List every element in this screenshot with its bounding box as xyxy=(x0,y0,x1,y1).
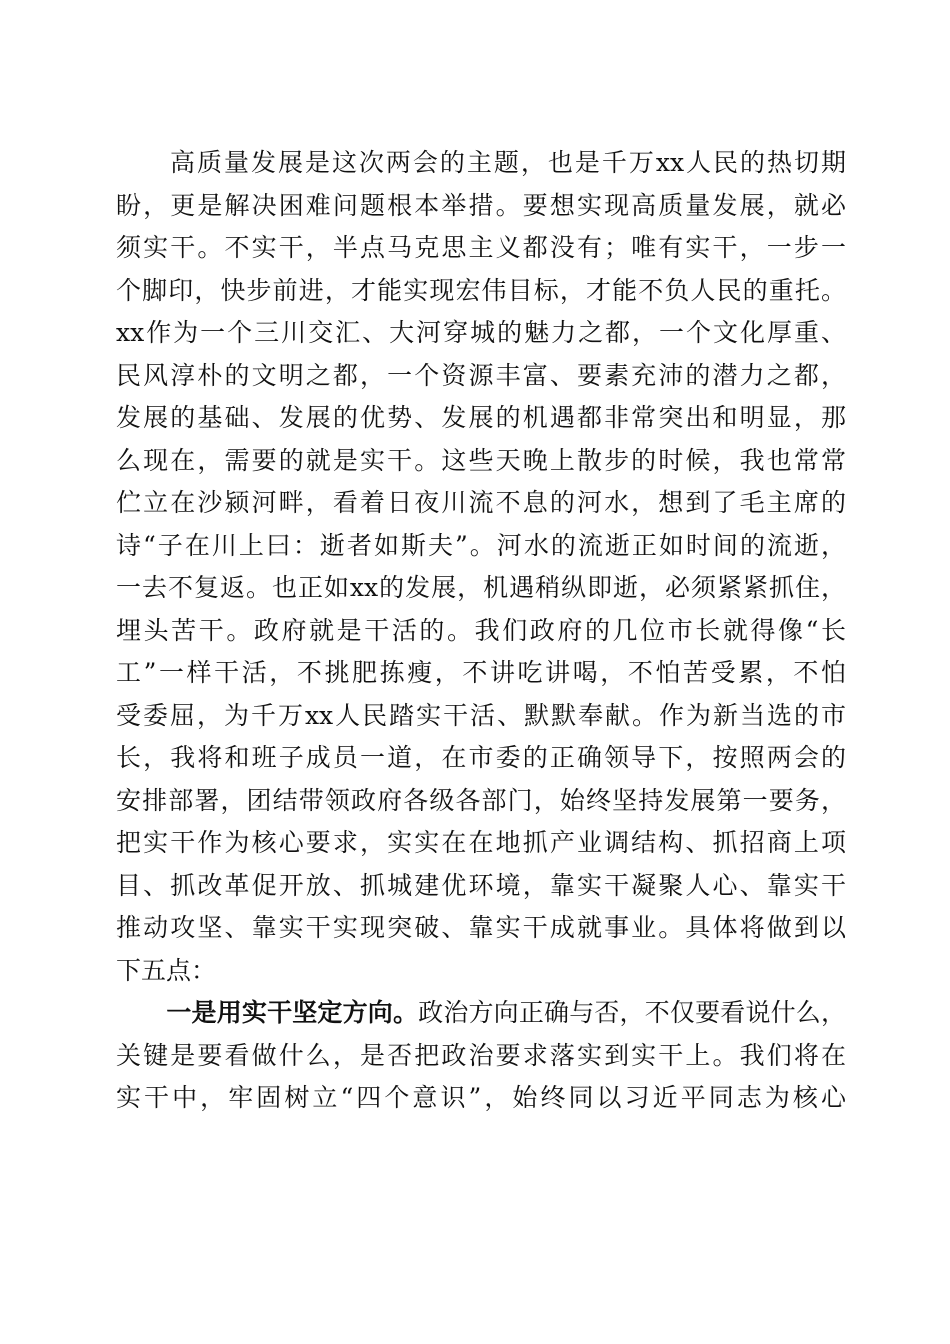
text-line: 民风淳朴的文明之都，一个资源丰富、要素充沛的潜力之都， xyxy=(116,360,846,390)
text-line: 盼，更是解决困难问题根本举措。要想实现高质量发展，就必 xyxy=(116,190,846,220)
text-line: 受委屈，为千万xx人民踏实干活、默默奉献。作为新当选的市 xyxy=(116,700,846,730)
text-line: 安排部署，团结带领政府各级各部门，始终坚持发展第一要务， xyxy=(116,785,846,815)
text-line: 么现在，需要的就是实干。这些天晚上散步的时候，我也常常 xyxy=(116,445,846,475)
text-line: 个脚印，快步前进，才能实现宏伟目标，才能不负人民的重托。 xyxy=(116,275,846,305)
text-line: 一去不复返。也正如xx的发展，机遇稍纵即逝，必须紧紧抓住， xyxy=(116,573,846,602)
text-line: 须实干。不实干，半点马克思主义都没有；唯有实干，一步一 xyxy=(116,233,846,262)
text-line: 诗“子在川上曰：逝者如斯夫”。河水的流逝正如时间的流逝， xyxy=(116,530,846,560)
text-line: 埋头苦干。政府就是干活的。我们政府的几位市长就得像“长 xyxy=(116,615,846,645)
paragraph-2 xyxy=(116,992,846,1120)
body-text xyxy=(116,142,846,1120)
text-line: 推动攻坚、靠实干实现突破、靠实干成就事业。具体将做到以 xyxy=(116,913,846,942)
paragraph-1 xyxy=(116,142,846,992)
section-lead: 一是用实干坚定方向。 xyxy=(116,998,419,1027)
text-line: 下五点： xyxy=(116,955,217,985)
text-line: 把实干作为核心要求，实实在在地抓产业调结构、抓招商上项 xyxy=(116,828,846,857)
text-line: 发展的基础、发展的优势、发展的机遇都非常突出和明显，那 xyxy=(116,403,846,432)
text-line: xx作为一个三川交汇、大河穿城的魅力之都，一个文化厚重、 xyxy=(116,318,846,347)
text-line: 长，我将和班子成员一道，在市委的正确领导下，按照两会的 xyxy=(116,743,846,772)
text-line: 关键是要看做什么，是否把政治要求落实到实干上。我们将在 xyxy=(116,1040,846,1070)
text-line: 目、抓改革促开放、抓城建优环境，靠实干凝聚人心、靠实干 xyxy=(116,870,846,900)
text-line: 高质量发展是这次两会的主题，也是千万xx人民的热切期 xyxy=(116,148,846,177)
text-line: 实干中，牢固树立“四个意识”，始终同以习近平同志为核心 xyxy=(116,1083,846,1112)
section-lead-rest: 政治方向正确与否，不仅要看说什么， xyxy=(418,998,846,1027)
text-line: 伫立在沙颍河畔，看着日夜川流不息的河水，想到了毛主席的 xyxy=(116,488,846,517)
text-line xyxy=(116,992,846,1035)
text-line: 工”一样干活，不挑肥拣瘦，不讲吃讲喝，不怕苦受累，不怕 xyxy=(116,658,846,687)
